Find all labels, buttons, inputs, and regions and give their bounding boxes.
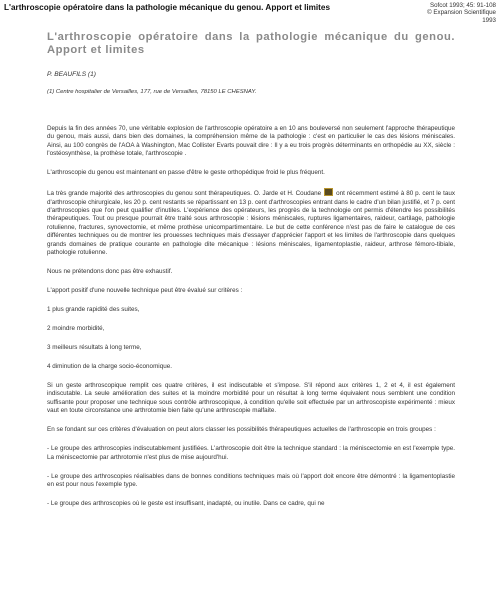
- article: [47, 31, 455, 519]
- affiliation-line: (1) Centre hospitalier de Versailles, 177, rue de Versailles, 78150 LE CHESNAY.: [47, 89, 257, 95]
- paragraph: En se fondant sur ces critères d'évaluation on peut alors classer les possibilités thérapeutiques actuelles de l'arthroscopie en trois groupes :: [47, 426, 436, 434]
- source-reference: [401, 2, 496, 24]
- paragraph: Depuis la fin des années 70, une véritable explosion de l'arthroscopie opératoire a en 10 ans bouleversé non seulement l'approche thérapeutique du genou, mais aussi, dans bien des domaines, la compréhension même de la pathologie : c'est en particulier le cas des lésions méniscales. Ainsi, au 100 congrès de l'AOA à Washington, Mac Collister Evarts pouvait dire : Il y a eu trois progrès déterminants en orthopédie au XX, siècle : l'ostéosynthèse, la prothèse totale, l'arthroscopie .: [47, 125, 455, 158]
- reference-link-icon[interactable]: [324, 188, 333, 196]
- source-line: © Expansion Scientifique: [427, 9, 496, 17]
- paragraph: L'apport positif d'une nouvelle technique peut être évalué sur critères :: [47, 287, 243, 295]
- group-item: - Le groupe des arthroscopies où le geste est insuffisant, inadapté, ou inutile. Dans ce cadre, qui ne: [47, 500, 325, 508]
- criterion-item: 2 moindre morbidité,: [47, 325, 105, 333]
- running-title: L'arthroscopie opératoire dans la pathologie mécanique du genou. Apport et limites: [4, 3, 331, 12]
- source-line: 1993: [482, 16, 496, 24]
- author-line: P. BEAUFILS (1): [47, 71, 96, 78]
- criterion-item: 4 diminution de la charge socio-économique.: [47, 363, 172, 371]
- paragraph: [47, 188, 455, 257]
- paragraph: Nous ne prétendons donc pas être exhaustif.: [47, 268, 173, 276]
- paragraph-text: La très grande majorité des arthroscopies du genou sont thérapeutiques. O. Jarde et H. Coudane: [47, 190, 322, 198]
- source-line: Sofcot 1993; 45: 91-108: [429, 2, 496, 9]
- paragraph-text: ont récemment estimé à 80 p. cent le taux d'arthroscopie chirurgicale, les 20 p. cent restants se répartissant en 13 p. cent d'arthroscopies entrant dans le cadre d'un bilan justifié, et 7 p. cent d'arthroscopies que l'on peut qualifier d'inutiles. L'expérience des opérateurs, les progrès de la technologie ont permis d'étendre les possibilités thérapeutiques. Tout ou presque pourrait être traité sous arthroscopie : lésions méniscales, ruptures ligamentaires, raideur, cartilage, pathologie rotulienne, fractures, synovectomie, et même prothèse unicompartimentaire. Le but de cette conférence n'est pas de faire le catalogue de ces différentes techniques ou de montrer les prouesses techniques mais d'essayer d'apprécier l'apport et les limites de l'arthroscopie dans quelques grands domaines de pratique courante en pathologie dite mécanique : lésions méniscales, ligamentoplastie, raideur, arthrose fémoro-tibiale, pathologie rotulienne.: [47, 190, 456, 257]
- running-header: [0, 0, 500, 30]
- paragraph: Si un geste arthroscopique remplit ces quatre critères, il est indiscutable et s'impose. S'il répond aux critères 1, 2 et 4, il est également indiscutable. La seule amélioration des suites et la moindre morbidité pour un résultat à long terme équivalent nous semblent une condition suffisante pour proposer une technique sous contrôle arthroscopique, à condition qu'elle soit effectuée par un arthroscopiste expérimenté : mieux vaut en toute circonstance une arthrotomie bien faite qu'une arthroscopie malfaite.: [47, 382, 455, 415]
- group-item: - Le groupe des arthroscopies indiscutablement justifiées. L'arthroscopie doit être la technique standard : la méniscectomie en est l'exemple type. La méniscectomie par arthrotomie n'est plus de mise aujourd'hui.: [47, 445, 455, 461]
- criterion-item: 1 plus grande rapidité des suites,: [47, 306, 140, 314]
- criterion-item: 3 meilleurs résultats à long terme,: [47, 344, 142, 352]
- article-body: [47, 125, 455, 509]
- group-item: - Le groupe des arthroscopies réalisables dans de bonnes conditions techniques mais où l'apport doit encore être démontré : la ligamentoplastie en est pour nous l'exemple type.: [47, 472, 455, 489]
- paragraph: L'arthroscopie du genou est maintenant en passe d'être le geste orthopédique froid le plus fréquent.: [47, 169, 325, 177]
- article-title: L'arthroscopie opératoire dans la pathologie mécanique du genou. Apport et limites: [47, 31, 455, 56]
